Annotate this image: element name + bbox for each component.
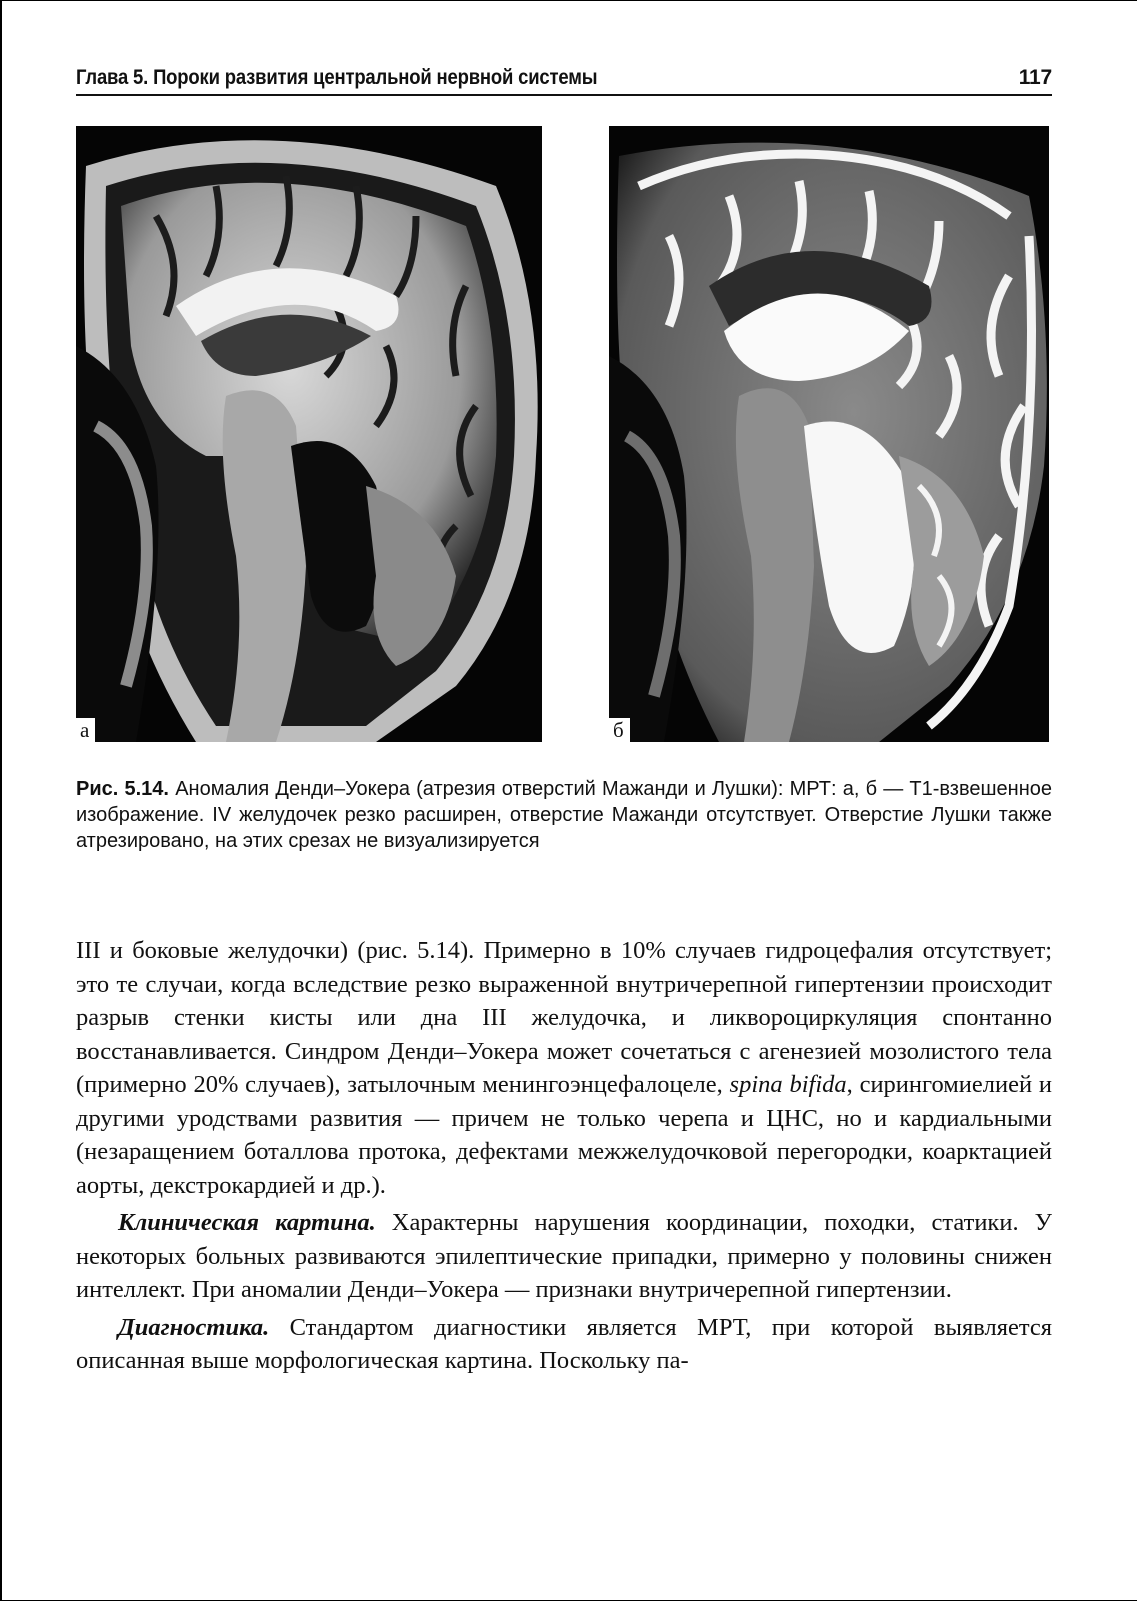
mri-image-a	[76, 126, 542, 742]
page-number: 117	[1018, 66, 1052, 89]
paragraph-diagnostics	[76, 1311, 1052, 1378]
panel-label-a: а	[76, 718, 95, 742]
clinical-text: Характерны нарушения координации, походки, статики. У некоторых больных развиваются эпилептические припадки, примерно у половины снижен интеллект. При аномалии Денди–Уокера — признаки внутричерепной гипертензии.	[76, 1209, 1052, 1303]
body-text	[76, 934, 1052, 1378]
figure-number: Рис. 5.14.	[76, 778, 169, 800]
paragraph-1-text-a: III и боковые желудочки) (рис. 5.14). Примерно в 10% случаев гидроцефалия отсутствует; это те случаи, когда вследствие резко выраженной внутричерепной гипертензии происходит разрыв стенки кисты или дна III желудочка, и ликвороциркуляция спонтанно восстанавливается. Синдром Денди–Уокера может сочетаться с агенезией мозолистого тела (примерно 20% случаев), затылочным менингоэнцефалоцеле,	[76, 937, 1052, 1098]
mri-sagittal-b-graphic	[609, 126, 1049, 742]
mri-sagittal-a-graphic	[76, 126, 542, 742]
caption-text: Аномалия Денди–Уокера (атрезия отверстий Мажанди и Лушки): МРТ: а, б — T1-взвешенное изображение. IV желудочек резко расширен, отверстие Мажанди отсутствует. Отверстие Лушки также атрезировано, на этих срезах не визуализируется	[76, 778, 1053, 852]
paragraph-1-text-b: , сирингомиелией и другими уродствами развития — причем не только черепа и ЦНС, но и кардиальными (незаращением боталлова протока, дефектами межжелудочковой перегородки, коарктацией аорты, декстрокардией и др.).	[76, 1071, 1053, 1199]
chapter-title: Глава 5. Пороки развития центральной нервной системы	[76, 66, 598, 89]
clinical-heading: Клиническая картина.	[118, 1209, 376, 1236]
paragraph-1-italic: spina bifida	[729, 1071, 847, 1098]
paragraph-clinical	[76, 1206, 1052, 1307]
diagnostics-heading: Диагностика.	[118, 1313, 270, 1341]
figure-caption	[76, 776, 1052, 854]
paragraph-1	[76, 934, 1052, 1202]
running-head	[76, 60, 1052, 96]
diagnostics-text: Стандартом диагностики является МРТ, при которой выявляется описанная выше морфологическая картина. Поскольку па-	[76, 1313, 1052, 1374]
mri-image-b	[609, 126, 1049, 742]
panel-label-b: б	[609, 718, 630, 742]
